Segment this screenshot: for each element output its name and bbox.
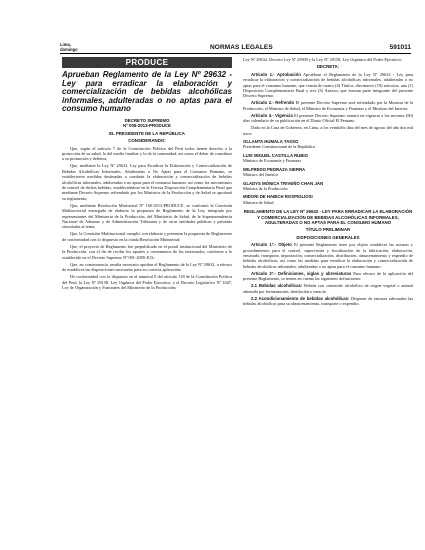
definition-text: Bebida con contenido alcohólico de origen vegetal o animal obtenida por fermentación, destilación o mezcla. xyxy=(243,283,413,294)
decree-label: DECRETO SUPREMO xyxy=(124,117,170,123)
definition-text: Disponer de envases adecuados las bebidas alcohólicas para su almacenamiento, transporte o expendio. xyxy=(243,295,414,306)
signer-name: WILFREDO PEDRAZA SIERRA xyxy=(243,166,306,172)
considerando-heading: CONSIDERANDO: xyxy=(128,138,166,144)
definition-heading: 2.2 Acondicionamiento de bebidas alcohólicas: xyxy=(251,295,350,301)
paragraph: Que, según el artículo 7 de la Constitución Política del Perú todos tienen derecho a la protección de su salud, la del medio familiar y la de la comunidad, así como el deber de contribuir a su promoción y defensa; xyxy=(62,145,232,162)
titulo-heading: TÍTULO PRELIMINAR xyxy=(305,227,351,233)
right-column xyxy=(243,57,413,308)
regulation-title: REGLAMENTO DE LA LEY Nº 29632 - LEY PARA ERRADICAR LA ELABORACIÓN Y COMERCIALIZACIÓN DE BEBIDAS ALCOHÓLICAS INFORMALES, ADULTERADAS O NO APTAS PARA EL CONSUMO HUMANO xyxy=(243,209,413,225)
decreta-heading: DECRETA: xyxy=(316,64,340,70)
section-banner: PRODUCE xyxy=(62,57,232,68)
paragraph: Que, el proyecto de Reglamento fue prepublicado en el portal institucional del Ministerio de la Producción, con el fin de recibir los aportes y comentarios de los interesados, conforme a lo establecido en el Decreto Supremo Nº 001-2009-JUS; xyxy=(62,243,232,260)
intro-text: Ley Nº 29632, Decreto Ley Nº 25909 y la Ley Nº 29158, Ley Orgánica del Poder Ejecutivo; xyxy=(243,57,403,62)
signer-name: LUIS MIGUEL CASTILLA RUBIO xyxy=(243,152,308,158)
decree-title: Aprueban Reglamento de la Ley Nº 29632 - Ley para erradicar la elaboración y comercialización de bebidas alcohólicas informales, adulteradas o no aptas para el consumo humano xyxy=(62,70,232,114)
header-rule xyxy=(60,53,411,54)
dado-text: Dado en la Casa de Gobierno, en Lima, a los veintidós días del mes de agosto del año dos mil trece. xyxy=(243,125,413,136)
page-header xyxy=(60,42,411,54)
article-heading: Artículo 1.- Aprobación xyxy=(251,71,301,77)
article-text: Apruébase el Reglamento de la Ley Nº 29632 - Ley para erradicar la elaboración y comercialización de bebidas alcohólicas informales, adulteradas o no aptas para el consumo humano, que consta de cuatro (4) Títulos, diecinueve (19) artículos, una (1) Disposición Complementaria Final y tres (3) Anexos, que forman parte integrante del presente Decreto Supremo. xyxy=(243,71,413,99)
definition xyxy=(243,283,413,294)
article xyxy=(243,72,413,99)
article-text: El presente Decreto Supremo será refrendado por la Ministra de la Producción, el Ministro de Salud, el Ministro de Economía y Finanzas y el Ministro del Interior. xyxy=(243,100,414,111)
paragraph: Que, en consecuencia, resulta necesario aprobar el Reglamento de la Ley Nº 29632, a efectos de establecer las disposiciones necesarias para su correcta aplicación; xyxy=(62,261,232,273)
signer-name: GLADYS MÓNICA TRIVEÑO CHAN JAN xyxy=(243,180,324,186)
article-heading: Artículo 2.- Refrendo xyxy=(251,100,295,106)
header-city: Lima, xyxy=(60,42,71,47)
definition xyxy=(243,296,413,307)
paragraph: Que, la Comisión Multisectorial cumplió con elaborar y presentar la propuesta de Reglamento de conformidad con lo dispuesto en la citada Resolución Ministerial; xyxy=(62,231,232,242)
disposiciones-heading: DISPOSICIONES GENERALES xyxy=(296,234,360,240)
paragraph: Que, mediante la Ley Nº 29632, Ley para Erradicar la Elaboración y Comercialización de Bebidas Alcohólicas Informales, Adulteradas o No Aptas para el Consumo Humano, se establecieron medidas destinadas a combatir la elaboración y comercialización de bebidas alcohólicas informales, adulteradas o no aptas para el consumo humano, así como los mecanismos de control de dichas bebidas, estableciéndose en la Tercera Disposición Complementaria Final que mediante Decreto Supremo refrendado por los Ministros de la Producción y de Salud se aprobará su reglamento; xyxy=(62,163,232,201)
paragraph: De conformidad con lo dispuesto en el numeral 8 del artículo 118 de la Constitución Política del Perú, la Ley Nº 29158, Ley Orgánica del Poder Ejecutivo, y el Decreto Legislativo Nº 1047, Ley de Organización y Funciones del Ministerio de la Producción; xyxy=(62,274,232,290)
signature xyxy=(243,181,413,192)
article-heading: Artículo 1º.- Objeto xyxy=(251,242,292,248)
signature xyxy=(243,153,413,164)
article xyxy=(243,113,413,124)
signer-role: Ministro de Economía y Finanzas xyxy=(243,158,301,164)
signer-name: MIDORI DE HABICH ROSPIGLIOSI xyxy=(243,194,313,200)
article xyxy=(243,271,413,282)
signer-name: OLLANTA HUMALA TASSO xyxy=(243,139,299,145)
signature xyxy=(243,167,413,178)
definition-heading: 2.1 Bebidas alcohólicas: xyxy=(251,283,303,289)
masthead-title: NORMAS LEGALES xyxy=(210,44,273,51)
decree-number: Nº 005-2013-PRODUCE xyxy=(123,123,171,129)
article-heading: Artículo 3.- Vigencia xyxy=(251,112,293,118)
article xyxy=(243,242,413,269)
signer-role: Ministra de Salud xyxy=(243,199,274,205)
signature xyxy=(243,194,413,205)
article-text: El presente Reglamento tiene por objeto establecer las normas y procedimientos para el control, supervisión y fiscalización de la fabricación, elaboración, envasado, transporte, importación, comercialización, distribución, almacenamiento y expendio de bebidas alcohólicas, así como las medidas para erradicar la elaboración y comercialización de bebidas alcohólicas informales, adulteradas o no aptas para el consumo humano. xyxy=(243,242,413,269)
signer-role: Ministro del Interior xyxy=(243,172,279,178)
signature xyxy=(243,139,413,150)
header-location xyxy=(60,42,78,52)
signer-role: Ministra de la Producción xyxy=(243,185,288,191)
header-date: domingo xyxy=(60,47,78,52)
signer-role: Presidente Constitucional de la República xyxy=(243,144,315,150)
president-heading: EL PRESIDENTE DE LA REPÚBLICA xyxy=(109,130,185,136)
page-number: 591011 xyxy=(389,44,411,51)
article xyxy=(243,100,413,111)
paragraph: Que, mediante Resolución Ministerial Nº 160-2013-PRODUCE, se conformó la Comisión Multisectorial encargada de elaborar la propuesta de Reglamento de la Ley, integrada por representantes del Ministerio de la Producción, del Ministerio de Salud, de la Superintendencia Nacional de Aduanas y de Administración Tributaria y de otras entidades públicas y privadas vinculadas al tema; xyxy=(62,202,232,230)
article-text: Para efectos de la aplicación del presente Reglamento, se tienen en cuenta las siguientes definiciones: xyxy=(243,270,414,282)
article-heading: Artículo 2º.- Definiciones, siglas y abreviaturas xyxy=(251,270,352,276)
left-column xyxy=(62,57,232,292)
article-text: El presente Decreto Supremo entrará en vigencia a los noventa (90) días calendario de su publicación en el Diario Oficial El Peruano. xyxy=(243,112,413,124)
